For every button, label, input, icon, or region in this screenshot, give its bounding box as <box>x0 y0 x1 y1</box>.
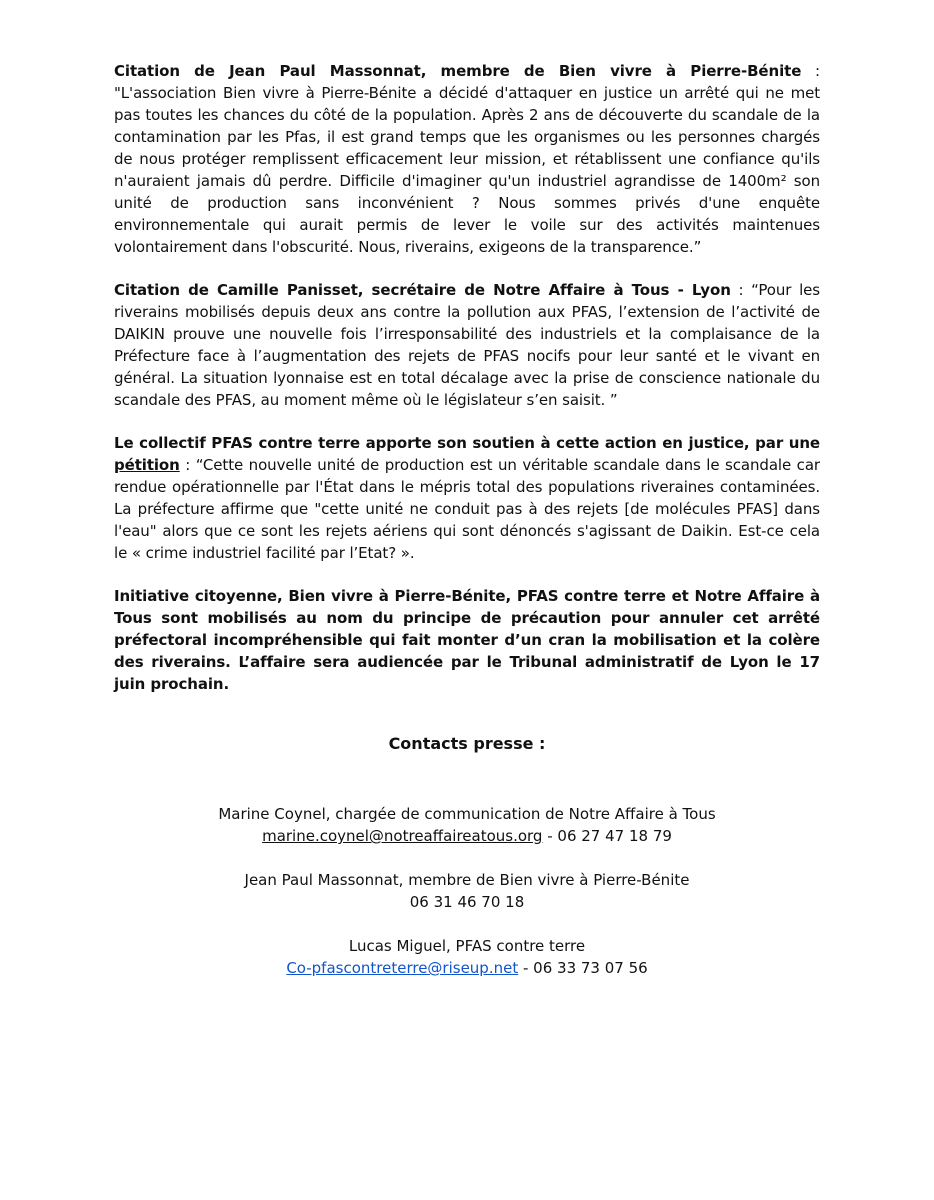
quote-massonnat-lead: Citation de Jean Paul Massonnat, membre de Bien vivre à Pierre-Bénite <box>114 62 802 80</box>
press-release-body <box>114 60 820 716</box>
contact-coynel-email[interactable]: marine.coynel@notreaffaireatous.org <box>262 827 543 845</box>
collectif-support <box>114 432 820 564</box>
contact-coynel-phone: - 06 27 47 18 79 <box>542 827 672 845</box>
contact-massonnat <box>0 869 934 913</box>
contact-coynel <box>0 803 934 847</box>
contact-miguel-name: Lucas Miguel, PFAS contre terre <box>348 937 586 955</box>
quote-panisset-text: : “Pour les riverains mobilisés depuis deux ans contre la pollution aux PFAS, l’extension de l’activité de DAIKIN prouve une nouvelle fois l’irresponsabilité des industriels et la complaisance de la Préfecture face à l’augmentation des rejets de PFAS nocifs pour leur santé et le vivant en général. La situation lyonnaise est en total décalage avec la prise de conscience nationale du scandale des PFAS, au moment même où le législateur s’en saisit. ” <box>114 281 820 409</box>
petition-link[interactable]: pétition <box>114 456 180 474</box>
contact-coynel-details <box>0 825 934 847</box>
contact-massonnat-name: Jean Paul Massonnat, membre de Bien vivre à Pierre-Bénite <box>244 871 690 889</box>
contact-miguel-email[interactable]: Co-pfascontreterre@riseup.net <box>286 959 519 977</box>
quote-massonnat <box>114 60 820 258</box>
contacts-heading: Contacts presse : <box>388 734 546 753</box>
quote-panisset <box>114 279 820 411</box>
quote-panisset-lead: Citation de Camille Panisset, secrétaire de Notre Affaire à Tous - Lyon <box>114 281 731 299</box>
collectif-support-lead: Le collectif PFAS contre terre apporte son soutien à cette action en justice, par une <box>114 434 820 452</box>
collectif-support-text: : “Cette nouvelle unité de production est un véritable scandale dans le scandale car rendue opérationnelle par l'État dans le mépris total des populations riveraines contaminées. La préfecture affirme que "cette unité ne conduit pas à des rejets [de molécules PFAS] dans l'eau" alors que ce sont les rejets aériens qui sont dénoncés s'agissant de Daikin. Est-ce cela le « crime industriel facilité par l’Etat? ». <box>114 456 820 562</box>
quote-massonnat-text: : "L'association Bien vivre à Pierre-Bénite a décidé d'attaquer en justice un arrêté qui ne met pas toutes les chances du côté de la population. Après 2 ans de découverte du scandale de la contamination par les Pfas, il est grand temps que les organismes ou les personnes chargés de nous protéger remplissent efficacement leur mission, et rétablissent une confiance qu'ils n'auraient jamais dû perdre. Difficile d'imaginer qu'un industriel agrandisse de 1400m² son unité de production sans inconvénient ? Nous sommes privés d'une enquête environnementale qui aurait permis de lever le voile sur des activités maintenues volontairement dans l'obscurité. Nous, riverains, exigeons de la transparence.” <box>114 62 820 256</box>
contact-miguel-phone: - 06 33 73 07 56 <box>518 959 648 977</box>
contact-miguel-details <box>0 957 934 979</box>
contact-massonnat-phone: 06 31 46 70 18 <box>409 893 525 911</box>
conclusion-paragraph: Initiative citoyenne, Bien vivre à Pierre-Bénite, PFAS contre terre et Notre Affaire à Tous sont mobilisés au nom du principe de précaution pour annuler cet arrêté préfectoral incompréhensible qui fait monter d’un cran la mobilisation et la colère des riverains. L’affaire sera audiencée par le Tribunal administratif de Lyon le 17 juin prochain. <box>114 587 820 693</box>
contact-miguel <box>0 935 934 979</box>
contact-coynel-name: Marine Coynel, chargée de communication de Notre Affaire à Tous <box>218 805 716 823</box>
